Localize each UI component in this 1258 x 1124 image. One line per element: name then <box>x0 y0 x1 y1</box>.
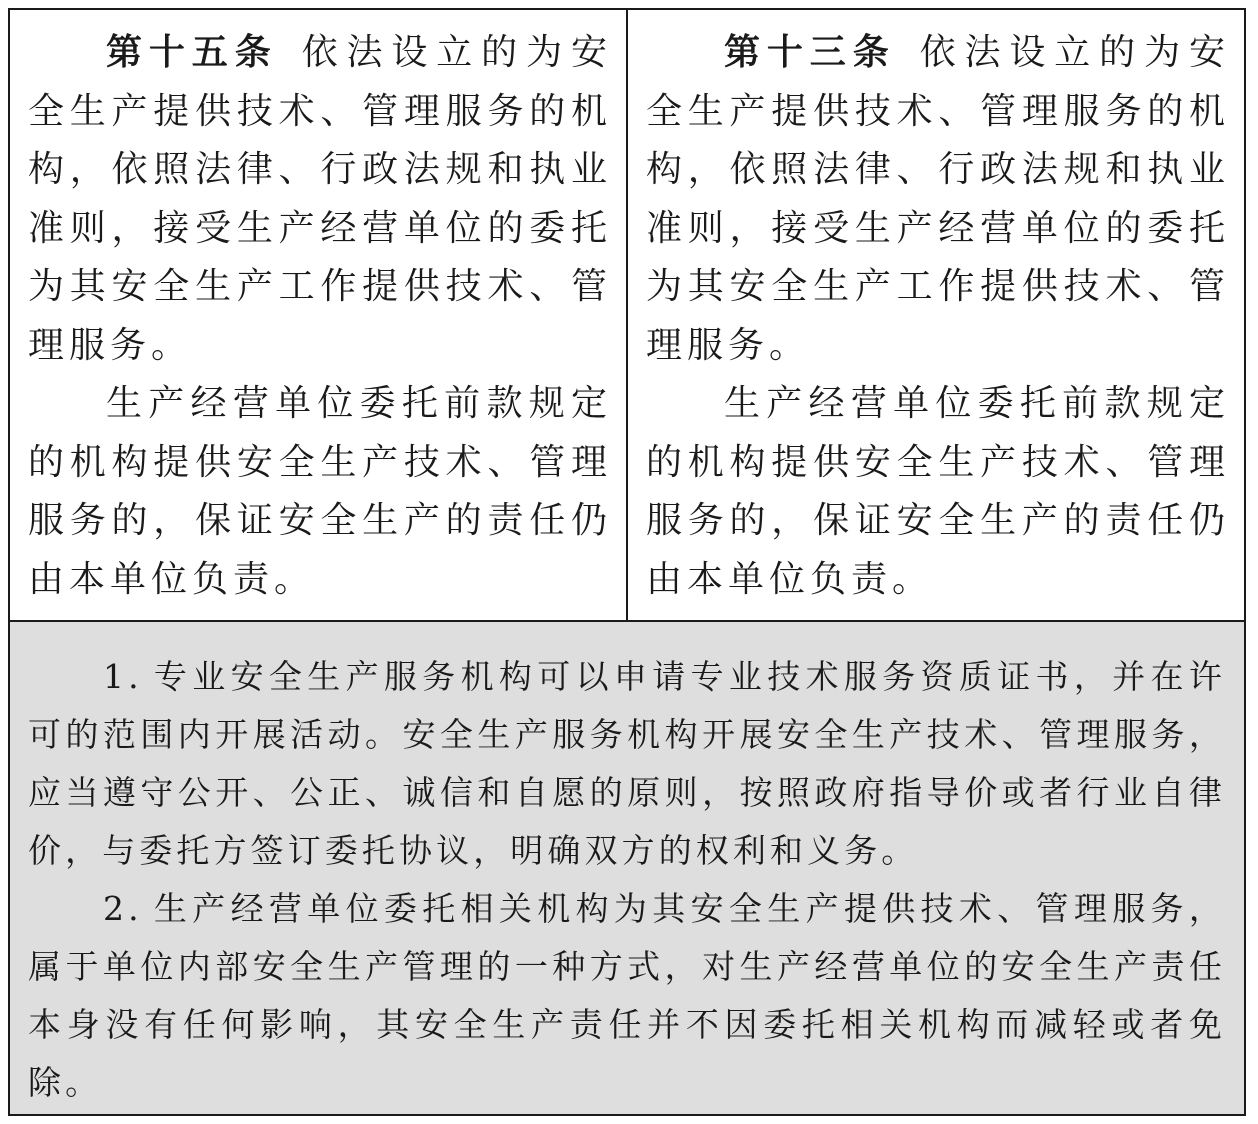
note-number: 2. <box>103 889 143 928</box>
old-law-column <box>628 10 1244 620</box>
article-paragraph: 生产经营单位委托前款规定的机构提供安全生产技术、管理服务的，保证安全生产的责任仍由本单位负责。 <box>646 383 1230 600</box>
new-law-column <box>10 10 628 620</box>
article-text: 依法设立的为安全生产提供技术、管理服务的机构，依照法律、行政法规和执业准则，接受生产经营单位的委托为其安全生产工作提供技术、管理服务。 <box>28 32 612 366</box>
comparison-table <box>8 8 1246 1116</box>
article-paragraph <box>646 24 1230 375</box>
article-number: 第十三条 <box>724 32 896 73</box>
article-text: 依法设立的为安全生产提供技术、管理服务的机构，依照法律、行政法规和执业准则，接受生产经营单位的委托为其安全生产工作提供技术、管理服务。 <box>646 32 1230 366</box>
article-number: 第十五条 <box>106 32 278 73</box>
note-text: 生产经营单位委托相关机构为其安全生产提供技术、管理服务，属于单位内部安全生产管理的一种方式，对生产经营单位的安全生产责任本身没有任何影响，其安全生产责任并不因委托相关机构而减轻或者免除。 <box>28 889 1226 1102</box>
article-comparison-row <box>10 10 1244 622</box>
article-paragraph <box>28 24 612 375</box>
note-item <box>28 648 1226 880</box>
article-paragraph: 生产经营单位委托前款规定的机构提供安全生产技术、管理服务的，保证安全生产的责任仍由本单位负责。 <box>28 383 612 600</box>
note-item <box>28 880 1226 1112</box>
note-number: 1. <box>103 657 143 696</box>
note-text: 专业安全生产服务机构可以申请专业技术服务资质证书，并在许可的范围内开展活动。安全生产服务机构开展安全生产技术、管理服务，应当遵守公开、公正、诚信和自愿的原则，按照政府指导价或者行业自律价，与委托方签订委托协议，明确双方的权利和义务。 <box>28 657 1226 870</box>
interpretation-notes <box>10 622 1244 1114</box>
